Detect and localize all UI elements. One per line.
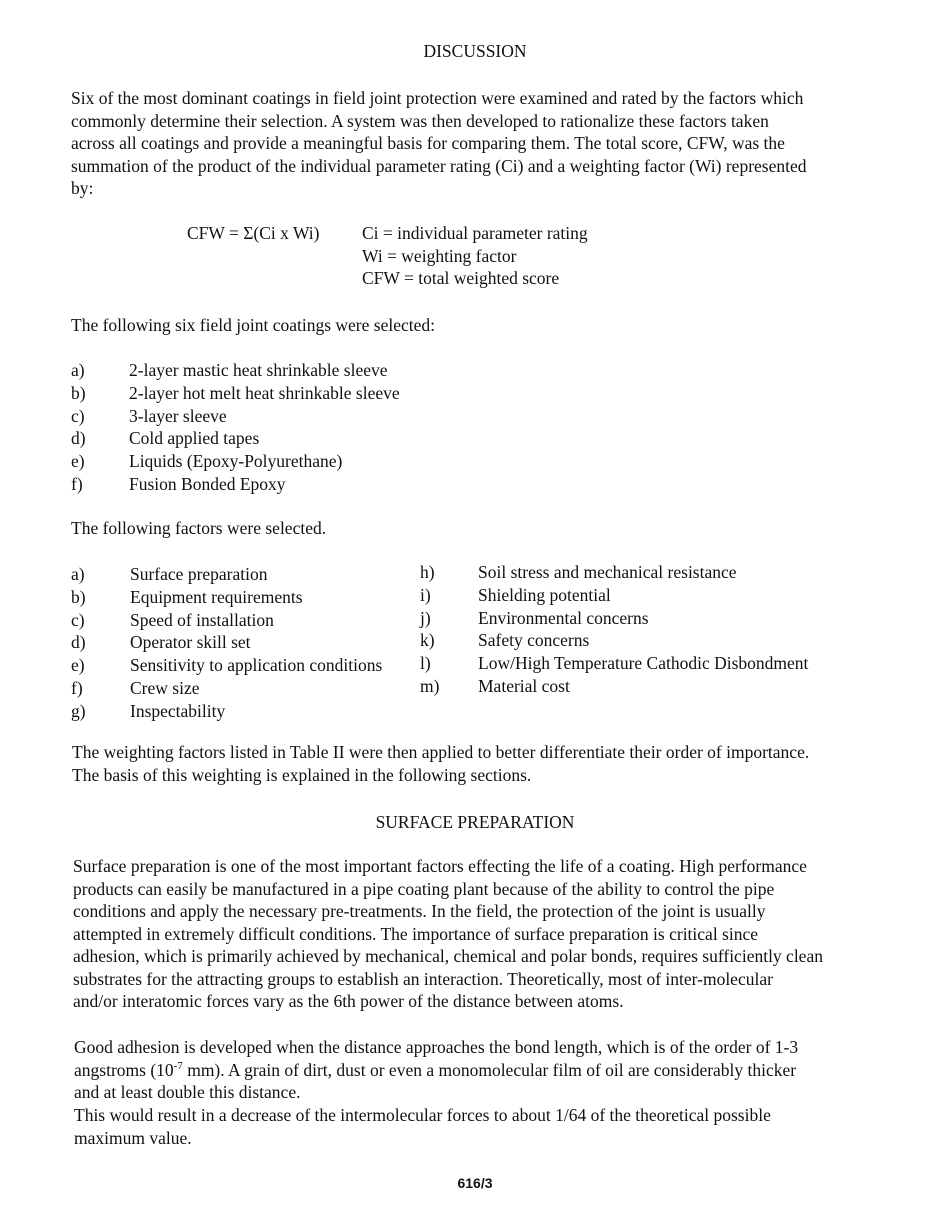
list-item-text: Inspectability: [130, 700, 226, 721]
exponent: -7: [173, 1059, 183, 1072]
list-item-text: Speed of installation: [130, 609, 274, 630]
list-marker: d): [71, 632, 86, 653]
list-item-text: Safety concerns: [478, 630, 590, 651]
list-marker: c): [71, 405, 85, 426]
factors-intro: The following factors were selected.: [71, 518, 327, 538]
list-marker: h): [420, 562, 435, 582]
list-item-text: 2-layer mastic heat shrinkable sleeve: [129, 360, 388, 380]
list-item-text: 3-layer sleeve: [129, 405, 227, 426]
list-marker: f): [71, 473, 83, 494]
list-item-text: 2-layer hot melt heat shrinkable sleeve: [129, 382, 400, 403]
intro-paragraph: [71, 87, 891, 200]
list-marker: e): [71, 655, 85, 676]
text-line: and at least double this distance.: [74, 1082, 301, 1102]
text-line: and/or interatomic forces vary as the 6th power of the distance between atoms.: [73, 991, 624, 1011]
list-item-text: Operator skill set: [130, 632, 251, 653]
list-item-text: Surface preparation: [130, 564, 268, 584]
formula-definition: Wi = weighting factor: [362, 245, 517, 266]
page-number: 616/3: [457, 1175, 493, 1191]
surface-preparation-paragraph-2: [74, 1036, 894, 1104]
text-line: The basis of this weighting is explained in the following sections.: [72, 764, 532, 785]
list-item-text: Shielding potential: [478, 584, 611, 605]
text-line: Surface preparation is one of the most important factors effecting the life of a coating. High performance: [73, 856, 807, 876]
list-marker: a): [71, 564, 85, 584]
text-line: This would result in a decrease of the intermolecular forces to about 1/64 of the theoretical possible: [74, 1105, 771, 1125]
list-marker: g): [71, 700, 86, 721]
list-marker: a): [71, 360, 85, 380]
text-line: substrates for the attracting groups to establish an interaction. Theoretically, most of inter-molecular: [73, 968, 773, 989]
text-line: The weighting factors listed in Table II were then applied to better differentiate their order of importance.: [72, 742, 810, 762]
surface-preparation-paragraph-3: [74, 1104, 894, 1149]
formula-definition: Ci = individual parameter rating: [362, 223, 588, 243]
list-marker: j): [420, 607, 431, 628]
list-marker: b): [71, 586, 86, 607]
list-marker: e): [71, 451, 85, 472]
text-line: attempted in extremely difficult conditions. The importance of surface preparation is critical since: [73, 923, 759, 944]
list-item-text: Environmental concerns: [478, 607, 649, 628]
text-line: by:: [71, 178, 94, 198]
list-item-text: Fusion Bonded Epoxy: [129, 473, 286, 494]
list-item-text: Low/High Temperature Cathodic Disbondment: [478, 653, 809, 674]
list-item-text: Equipment requirements: [130, 586, 303, 607]
formula-definition: CFW = total weighted score: [362, 268, 560, 288]
list-item-text: Sensitivity to application conditions: [130, 655, 383, 676]
text-line: maximum value.: [74, 1127, 192, 1148]
text-line: Six of the most dominant coatings in field joint protection were examined and rated by the factors which: [71, 88, 804, 108]
formula-definitions: [362, 222, 588, 290]
list-item-text: Liquids (Epoxy-Polyurethane): [129, 451, 343, 472]
list-marker: m): [420, 675, 440, 696]
text-line: Good adhesion is developed when the distance approaches the bond length, which is of the order of 1-3: [74, 1037, 799, 1057]
list-item-text: Material cost: [478, 675, 570, 696]
text-fragment: angstroms (10: [74, 1059, 174, 1080]
text-line: products can easily be manufactured in a pipe coating plant because of the ability to control the pipe: [73, 878, 775, 899]
discussion-heading: DISCUSSION: [423, 41, 527, 61]
formula-expression: CFW = Σ(Ci x Wi): [187, 223, 320, 243]
list-marker: i): [420, 584, 431, 605]
list-item-text: Crew size: [130, 677, 200, 698]
coatings-intro: The following six field joint coatings were selected:: [71, 315, 435, 335]
text-line: across all coatings and provide a meaningful basis for comparing them. The total score, CFW, was the: [71, 133, 785, 153]
text-line: summation of the product of the individual parameter rating (Ci) and a weighting factor (Wi) represented: [71, 155, 807, 176]
list-item-text: Soil stress and mechanical resistance: [478, 562, 737, 582]
surface-preparation-heading: SURFACE PREPARATION: [375, 812, 575, 832]
list-marker: l): [420, 653, 431, 674]
list-marker: k): [420, 630, 435, 651]
list-marker: b): [71, 382, 86, 403]
text-line: conditions and apply the necessary pre-treatments. In the field, the protection of the joint is usually: [73, 901, 766, 921]
text-line: adhesion, which is primarily achieved by mechanical, chemical and polar bonds, requires sufficiently clean: [73, 946, 823, 966]
list-item-text: Cold applied tapes: [129, 428, 260, 449]
text-fragment: mm). A grain of dirt, dust or even a monomolecular film of oil are considerably thicker: [182, 1059, 797, 1080]
text-line: commonly determine their selection. A system was then developed to rationalize these factors taken: [71, 110, 769, 131]
list-marker: c): [71, 609, 85, 630]
list-marker: f): [71, 677, 83, 698]
text-line: [74, 1059, 894, 1082]
list-marker: d): [71, 428, 86, 449]
weighting-paragraph: [72, 741, 892, 786]
surface-preparation-paragraph-1: [73, 855, 893, 1013]
